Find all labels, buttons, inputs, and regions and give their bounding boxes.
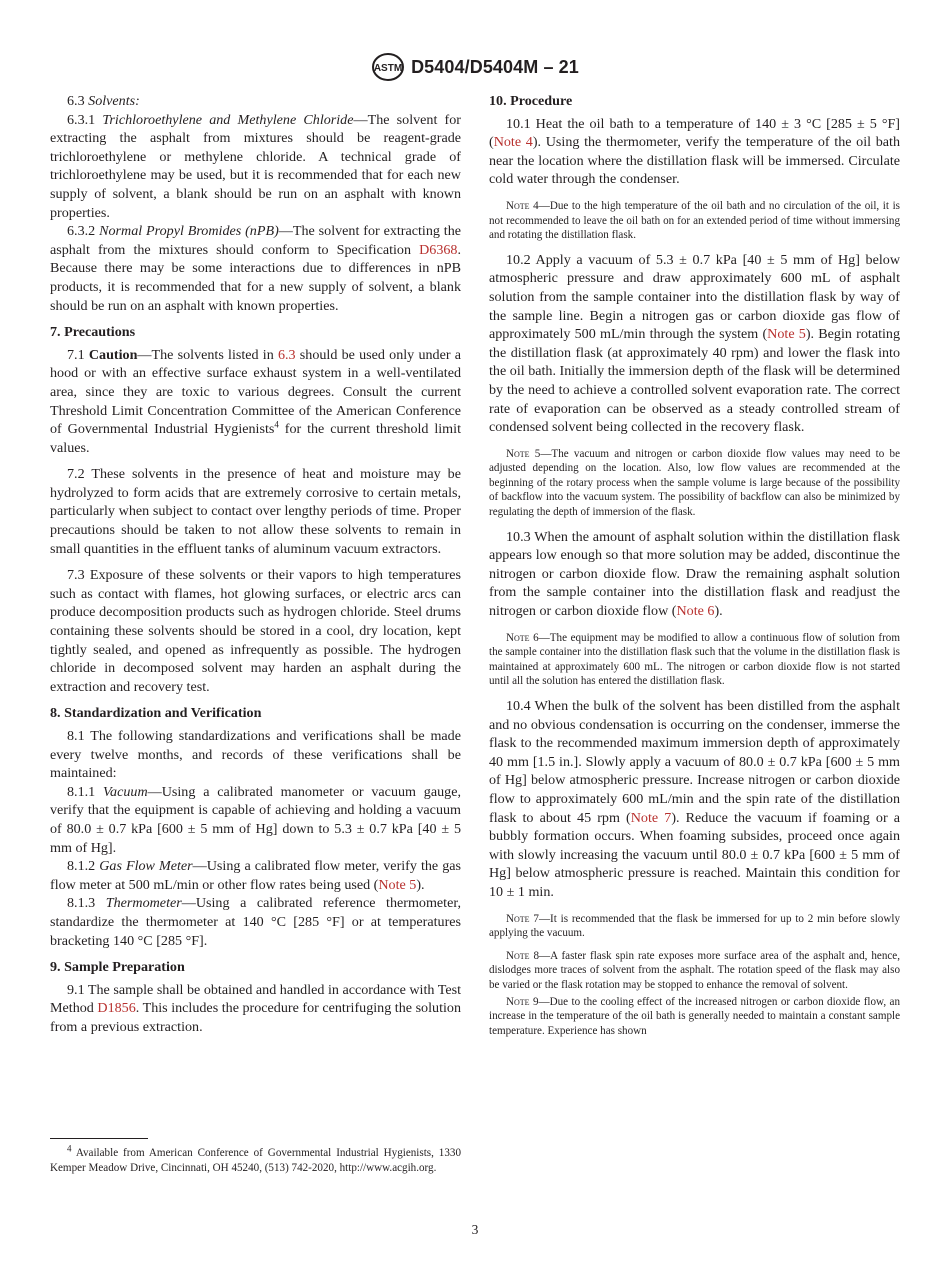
note-paragraph (489, 912, 900, 941)
text-run: Gas Flow Meter (99, 858, 193, 875)
text-run: ). Reduce the vacuum if foaming or a bubbly formation occurs. When foaming subsides, proceed once again with slowly increasing the vacuum until 80.0 ± 0.7 kPa [600 ± 5 mm of Hg] below atmospheric pressure is reached. Maintain this condition for 10 ± 1 min. (489, 809, 901, 900)
body-paragraph (50, 222, 461, 315)
cross-reference-link[interactable]: Note 7 (630, 809, 672, 826)
text-run: for the current threshold limit values. (50, 421, 461, 456)
text-run: 6.3 (67, 93, 89, 109)
text-run: 9. Sample Preparation (50, 959, 185, 976)
text-run: Caution (88, 346, 138, 363)
text-run: —The solvents listed in (137, 346, 278, 363)
cross-reference-link[interactable]: Note 4 (493, 134, 533, 151)
text-run: 6—The equipment may be modified to allow a continuous flow of solution from the sample container into the distillation flask such that the volume in the distillation flask is maintained at approximately 600 mL. The nitrogen or carbon dioxide flow is not started until all the solution has entered the distillation flask. (489, 631, 900, 688)
text-run: Note (506, 912, 530, 925)
text-run: 7.3 Exposure of these solvents or their vapors to high temperatures such as contact with flames, hot glowing surfaces, or electric arcs can produce decomposition products such as hydrogen chloride. Steel drums containing these solvents should be stored in a cool, dry location, kept tightly sealed, and opened as infrequently as possible. The hydrogen chloride in decomposed solvent may harden an asphalt during the extraction and recovery test. (50, 567, 461, 695)
body-paragraph (50, 465, 461, 558)
text-run: 7.1 (67, 346, 89, 363)
footnote-4 (50, 1143, 461, 1175)
text-run: —Using a calibrated flow meter, verify the gas flow meter at 500 mL/min or other flow rates being used ( (50, 858, 461, 893)
text-run: —Using a calibrated manometer or vacuum gauge, verify that the equipment is capable of achieving and holding a vacuum of 80.0 ± 0.7 kPa [600 ± 5 mm of Hg] down to 5.3 ± 0.7 kPa [40 ± 5 mm of Hg]. (50, 783, 461, 856)
body-paragraph (50, 981, 461, 1037)
section-heading (50, 323, 461, 342)
page-number: 3 (471, 1222, 479, 1237)
note-paragraph (489, 949, 900, 993)
text-run: —Using a calibrated reference thermometer, standardize the thermometer at 140 °C [285 °F] or at temperatures bracketing 140 °C [285 °F]. (50, 895, 461, 949)
body-paragraph (50, 783, 461, 857)
body-paragraph (50, 566, 461, 696)
footnote-mark: 4 (67, 1143, 72, 1154)
note-paragraph (489, 447, 900, 520)
text-run: ). Begin rotating the distillation flask (at approximately 40 rpm) and lower the flask into the oil bath. Initially the immersion depth of the flask will be determined by the need to achieve a controlled solvent evaporation rate. The correct rate of evaporation can be observed as a steady controlled stream of condensed solvent being collected in the recovery flask. (489, 326, 900, 436)
footnote-divider (50, 1138, 148, 1139)
text-run: Vacuum (103, 783, 148, 800)
text-run: 8.1.2 (67, 858, 100, 875)
section-heading (50, 958, 461, 977)
text-run: Note (506, 447, 530, 460)
text-run: 10.3 When the amount of asphalt solution within the distillation flask appears low enough so that more solution may be added, discontinue the nitrogen or carbon dioxide flow. Draw the remaining asphalt solution from the sample container into the distillation flask and readjust the nitrogen or carbon dioxide flow ( (489, 528, 900, 620)
page-header (0, 52, 950, 82)
note-paragraph (489, 199, 900, 243)
text-run: . This includes the procedure for centrifuging the solution from a previous extraction. (50, 1000, 461, 1035)
text-run: 8.1.3 (67, 895, 106, 912)
body-paragraph (489, 115, 900, 189)
body-paragraph (50, 727, 461, 783)
text-run: Note (506, 995, 530, 1008)
text-run: 8.1 The following standardizations and verifications shall be made every twelve months, and records of these verifications shall be maintained: (50, 728, 461, 782)
text-run: 10.1 Heat the oil bath to a temperature of 140 ± 3 °C [285 ± 5 °F] ( (489, 115, 900, 151)
text-run: 8. Standardization and Verification (50, 705, 262, 722)
body-paragraph (50, 92, 461, 111)
cross-reference-link[interactable]: D1856 (97, 1000, 136, 1017)
text-run: —The solvent for extracting the asphalt from mixtures should be reagent-grade trichloroethylene or methylene chloride. A technical grade of trichloroethylene may be used, but it is recommended that for each new supply of solvent, a blank should be run on an asphalt with known properties. (50, 111, 461, 221)
text-run: Thermometer (105, 895, 182, 912)
body-paragraph (489, 251, 900, 437)
text-run: 9.1 The sample shall be obtained and handled in accordance with Test Method (50, 981, 461, 1017)
note-paragraph (489, 631, 900, 689)
text-run: 8—A faster flask spin rate exposes more surface area of the asphalt and, hence, dislodges more traces of solvent from the asphalt. The rotation speed of the flask may also be varied or the flask rotation may be stopped to enhance the removal of solvent. (489, 949, 900, 991)
text-run: . Because there may be some interactions due to differences in nPB products, it is recommended that for a new supply of solvent, a blank should be run on an asphalt with known properties. (50, 241, 461, 314)
text-run: 5—The vacuum and nitrogen or carbon dioxide flow values may need to be adjusted depending on the location. Also, low flow values are recommended at the beginning of the rotary process when the sample volume is large because of the possibility of backflow into the vacuum system. The possibility of backflow can also be minimized by regulating the depth of immersion of the flask. (489, 447, 900, 519)
text-run: —The solvent for extracting the asphalt from the mixtures should conform to Specification (50, 223, 462, 258)
text-run: Note (506, 199, 530, 212)
text-run: 6.3.2 (67, 223, 100, 240)
right-column (489, 92, 900, 1040)
text-run: Note (506, 631, 530, 644)
body-paragraph (489, 697, 900, 902)
cross-reference-link[interactable]: Note 5 (378, 876, 417, 893)
cross-reference-link[interactable]: 6.3 (277, 346, 296, 363)
astm-logo-icon (371, 52, 405, 82)
text-run: should be used only under a hood or with an effective surface exhaust system in a well-ventilated area, since they are toxic to various degrees. Consult the current Threshold Limit Concentration Committee of the American Conference of Governmental Industrial Hygienists (50, 346, 462, 438)
cross-reference-link[interactable]: Note 6 (676, 603, 715, 620)
section-heading (489, 92, 900, 111)
body-paragraph (50, 857, 461, 894)
svg-text:ASTM: ASTM (373, 63, 403, 74)
cross-reference-link[interactable]: Note 5 (767, 326, 806, 343)
note-paragraph (489, 995, 900, 1039)
text-run: 9—Due to the cooling effect of the increased nitrogen or carbon dioxide flow, an increase in the temperature of the oil bath is generally needed to maintain a constant sample temperature. Experience has shown (489, 995, 900, 1037)
text-run: Solvents: (88, 93, 140, 109)
text-run: 8.1.1 (67, 783, 103, 800)
text-run: ). (416, 876, 425, 893)
text-run: Note (506, 949, 530, 962)
text-run: ). (714, 603, 723, 620)
text-run: ). Using the thermometer, verify the temperature of the oil bath near the location where the distillation flask will be immersed. Circulate cold water through the condenser. (489, 134, 901, 188)
text-run: Normal Propyl Bromides (nPB) (99, 223, 279, 240)
body-paragraph (489, 528, 900, 621)
text-run: 10. Procedure (489, 93, 573, 109)
footnote-text: Available from American Conference of Governmental Industrial Hygienists, 1330 Kemper Meadow Drive, Cincinnati, OH 45240, (513) 742-2020, http://www.acgih.org. (50, 1147, 461, 1174)
cross-reference-link[interactable]: D6368 (419, 241, 458, 258)
text-run: 7.2 These solvents in the presence of heat and moisture may be hydrolyzed to form acids that are extremely corrosive to certain metals, particularly when subject to contact over lengthy periods of time. Proper precautions should be taken to not allow these solvents to remain in small quantities in the effluent tanks of aluminum vacuum extractors. (50, 466, 461, 557)
document-designation: D5404/D5404M – 21 (411, 56, 579, 77)
body-paragraph (50, 894, 461, 950)
text-run: 4—Due to the high temperature of the oil bath and no circulation of the oil, it is not recommended to leave the oil bath on for an extended period of time without immersing and rotating the distillation flask. (489, 199, 900, 242)
text-run: Trichloroethylene and Methylene Chloride (102, 111, 354, 128)
footnote-reference: 4 (274, 419, 279, 430)
text-run: 6.3.1 (67, 111, 103, 128)
left-column (50, 92, 461, 1037)
body-paragraph (50, 346, 461, 458)
body-paragraph (50, 111, 461, 223)
text-run: 10.2 Apply a vacuum of 5.3 ± 0.7 kPa [40 ± 5 mm of Hg] below atmospheric pressure and draw approximately 600 mL of asphalt solution from the sample container into the distillation flask by way of the sample line. Begin a nitrogen gas or carbon dioxide gas flow of approximately 500 mL/min through the system ( (489, 251, 900, 343)
text-run: 10.4 When the bulk of the solvent has been distilled from the asphalt and no obvious condensation is occurring on the condenser, immerse the flask to the recommended maximum immersion depth of approximately 40 mm [1.5 in.]. Slowly apply a vacuum of 80.0 ± 0.7 kPa [600 ± 5 mm of Hg] below atmospheric pressure. Increase nitrogen or carbon dioxide flow to approximately 600 mL/min and the spin rate of the distillation flask to about 45 rpm ( (489, 698, 900, 826)
text-run: 7. Precautions (50, 324, 136, 341)
text-run: 7—It is recommended that the flask be immersed for up to 2 min before slowly applying the vacuum. (489, 912, 900, 940)
section-heading (50, 704, 461, 723)
